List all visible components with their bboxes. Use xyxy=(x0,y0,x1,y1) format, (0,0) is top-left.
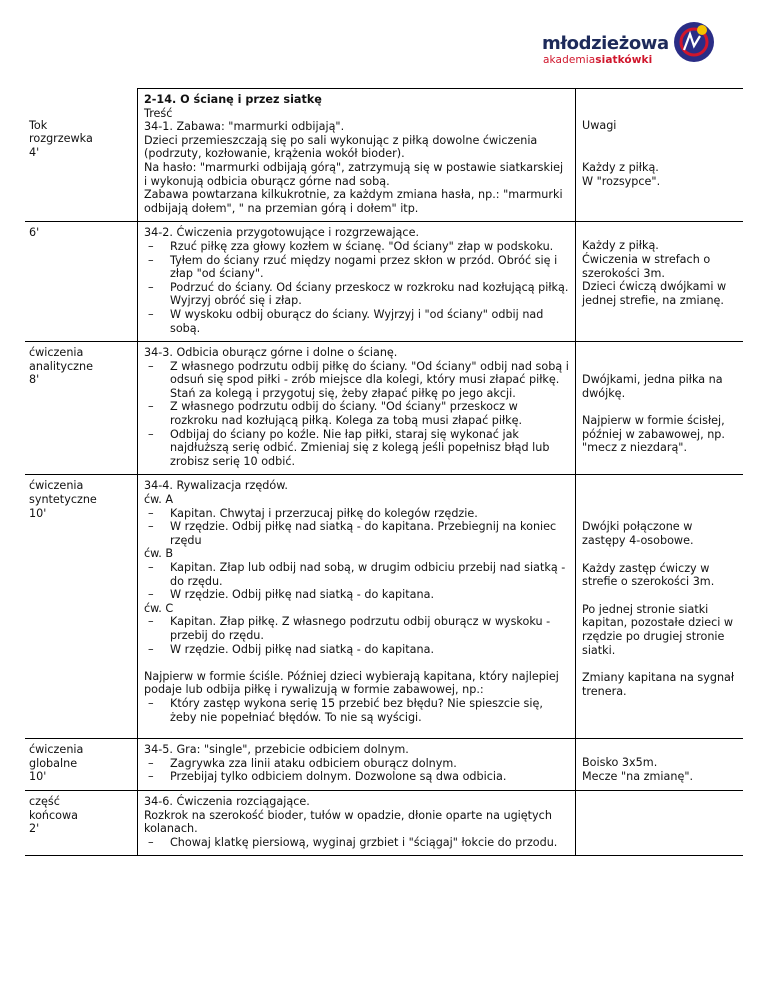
note: Każdy zastęp ćwiczy w strefie o szerokości 3m. xyxy=(582,561,715,589)
exercise-body: Rozkrok na szerokość bioder, tułów w opadzie, dłonie oparte na ugiętych kolanach. xyxy=(144,808,552,836)
syntetyczne-row xyxy=(25,474,743,738)
list-item: – Kapitan. Złap lub odbij nad sobą, w drugim odbiciu przebij nad siatką - do rzędu. xyxy=(144,561,569,588)
note: Dwójki połączone w zastępy 4-osobowe. xyxy=(582,520,694,548)
rozgrzewka-content xyxy=(137,107,576,222)
exercise-heading: 34-4. Rywalizacja rzędów. xyxy=(144,479,288,493)
lesson-title: 2-14. O ścianę i przez siatkę xyxy=(137,88,576,107)
note: Każdy z piłką. W "rozsypce". xyxy=(582,161,661,188)
uwagi-header: Uwagi xyxy=(582,118,617,132)
variant-label: ćw. A xyxy=(144,493,174,507)
list-item: – W wyskoku odbij oburącz do ściany. Wyjrzyj i "od ściany" odbij nad sobą. xyxy=(144,308,569,335)
analityczne-content xyxy=(137,342,576,474)
list-item: – Odbijaj do ściany po koźle. Nie łap piłki, staraj się wykonać jak najdłuższą serię odbić. Zmieniaj się z kolegą jeśli popełnisz błąd lub zrobisz serię 10 odbić. xyxy=(144,428,569,469)
list-item: – Z własnego podrzutu odbij piłkę do ściany. "Od ściany" odbij nad sobą i odsuń się spod piłki - zrób miejsce dla kolegi, który musi złapać piłkę. Stań za kolegą i przygotuj się, żeby złapać piłkę po jego akcji. xyxy=(144,360,569,401)
koncowa-row xyxy=(25,790,743,856)
globalne-content xyxy=(137,739,576,790)
note: Każdy z piłką. Ćwiczenia w strefach o szerokości 3m. Dzieci ćwiczą dwójkami w jednej strefie, na zmianę. xyxy=(582,239,727,307)
tok-cell: ćwiczenia syntetyczne 10' xyxy=(29,479,97,520)
logo-text-sub: akademiasiatkówki xyxy=(543,54,653,66)
analityczne-row xyxy=(25,341,743,474)
exercise-heading: 34-2. Ćwiczenia przygotowujące i rozgrzewające. xyxy=(144,226,420,240)
list-item: – W rzędzie. Odbij piłkę nad siatką - do kapitana. xyxy=(144,643,569,657)
list-item: – Kapitan. Złap piłkę. Z własnego podrzutu odbij oburącz w wyskoku - przebij do rzędu. xyxy=(144,615,569,642)
list-item: – Kapitan. Chwytaj i przerzucaj piłkę do kolegów rzędzie. xyxy=(144,507,569,521)
przygotowujace-content xyxy=(137,222,576,341)
syntetyczne-content xyxy=(137,475,576,738)
note: Najpierw w formie ścisłej, później w zabawowej, np. "mecz z niezdarą". xyxy=(582,414,725,455)
list-item: – Chowaj klatkę piersiową, wyginaj grzbiet i "ściągaj" łokcie do przodu. xyxy=(144,836,569,850)
list-item: – Z własnego podrzutu odbij do ściany. "Od ściany" przeskocz w rozkroku nad kozłującą piłką. Kolega za tobą musi złapać piłkę. xyxy=(144,400,569,427)
exercise-body: Dzieci przemieszczają się po sali wykonując z piłką dowolne ćwiczenia (podrzuty, kozłowanie, krążenia wokół bioder). Na hasło: "marmurki odbijają górą", zatrzymują się w postawie siatkarskiej i wykonują odbicia oburącz górne nad sobą. Zabawa powtarzana kilkukrotnie, za każdym zmiana hasła, np.: "marmurki odbijają dołem", " na przemian górą i dołem" itp. xyxy=(144,133,564,215)
note: Po jednej stronie siatki kapitan, pozostałe dzieci w rzędzie po drugiej stronie siatki. xyxy=(582,602,734,657)
tresc-header: Treść xyxy=(144,106,173,120)
lesson-plan-table xyxy=(25,88,743,856)
przygotowujace-notes xyxy=(576,222,743,341)
list-item: – W rzędzie. Odbij piłkę nad siatką - do kapitana. xyxy=(144,588,569,602)
tok-cell: 6' xyxy=(29,226,40,240)
logo-emblem-icon xyxy=(672,20,716,64)
logo xyxy=(528,20,714,70)
tok-cell: ćwiczenia globalne 10' xyxy=(29,743,84,784)
list-item: – Który zastęp wykona serię 15 przebić bez błędu? Nie spieszcie się, żeby nie popełniać błędów. To nie są wyścigi. xyxy=(144,697,569,724)
variant-label: ćw. C xyxy=(144,601,174,615)
list-item: – W rzędzie. Odbij piłkę nad siatką - do kapitana. Przebiegnij na koniec rzędu xyxy=(144,520,569,547)
exercise-heading: 34-3. Odbicia oburącz górne i dolne o ścianę. xyxy=(144,346,398,360)
list-item: – Podrzuć do ściany. Od ściany przeskocz w rozkroku nad kozłującą piłką. Wyjrzyj obróć się i złap. xyxy=(144,281,569,308)
logo-text-main: młodzieżowa xyxy=(542,33,669,54)
exercise-heading: 34-6. Ćwiczenia rozciągające. xyxy=(144,794,310,808)
przygotowujace-row xyxy=(25,221,743,341)
exercise-body: Najpierw w formie ściśle. Później dzieci wybierają kapitana, który najlepiej podaje lub odbija piłkę i rywalizują w formie zabawowej, np.: xyxy=(144,669,559,697)
tok-cell: część końcowa 2' xyxy=(29,794,79,836)
koncowa-content xyxy=(137,791,576,855)
analityczne-notes xyxy=(576,342,743,474)
tok-header: Tok rozgrzewka 4' xyxy=(29,118,93,159)
note: Dwójkami, jedna piłka na dwójkę. xyxy=(582,373,723,400)
title-row xyxy=(25,88,743,107)
syntetyczne-notes xyxy=(576,475,743,738)
rozgrzewka-row xyxy=(25,107,743,222)
variant-label: ćw. B xyxy=(144,547,174,561)
note: Zmiany kapitana na sygnał trenera. xyxy=(582,671,735,698)
globalne-row xyxy=(25,738,743,790)
exercise-heading: 34-1. Zabawa: "marmurki odbijają". xyxy=(144,120,345,134)
globalne-notes xyxy=(576,739,743,790)
list-item: – Tyłem do ściany rzuć między nogami przez skłon w przód. Obróć się i złap "od ściany". xyxy=(144,254,569,281)
list-item: – Przebijaj tylko odbiciem dolnym. Dozwolone są dwa odbicia. xyxy=(144,770,569,784)
rozgrzewka-notes xyxy=(576,107,743,222)
exercise-heading: 34-5. Gra: "single", przebicie odbiciem dolnym. xyxy=(144,743,409,757)
list-item: – Zagrywka zza linii ataku odbiciem oburącz dolnym. xyxy=(144,757,569,771)
note: Boisko 3x5m. Mecze "na zmianę". xyxy=(582,756,694,783)
list-item: – Rzuć piłkę zza głowy kozłem w ścianę. "Od ściany" złap w podskoku. xyxy=(144,240,569,254)
tok-cell: ćwiczenia analityczne 8' xyxy=(29,346,94,387)
